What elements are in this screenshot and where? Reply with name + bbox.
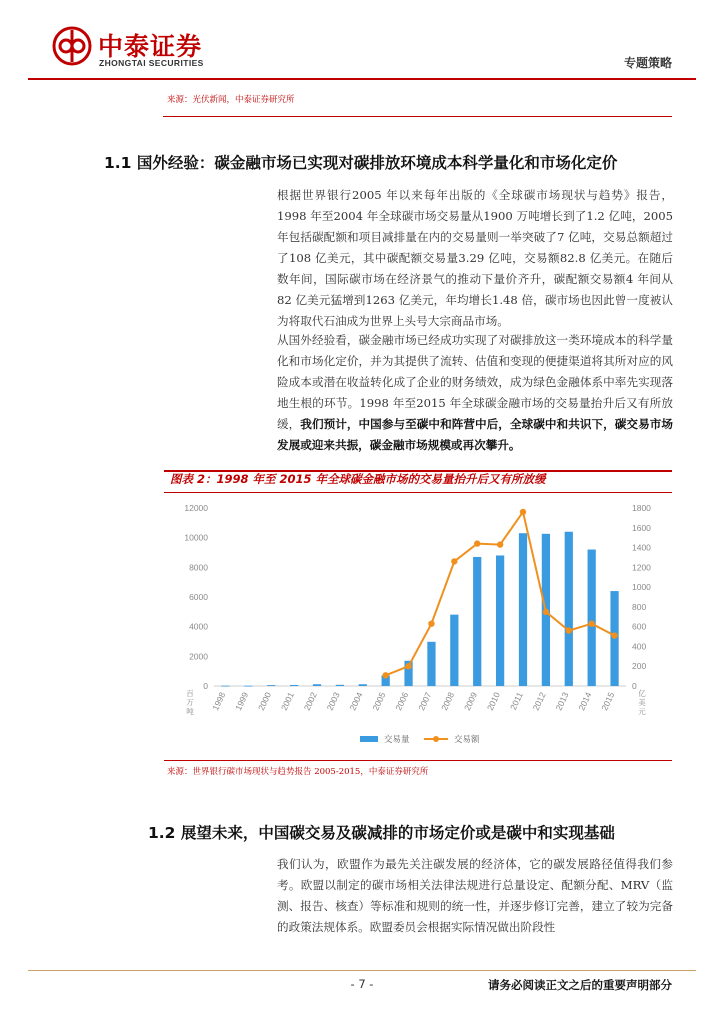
bar-2007 xyxy=(427,642,435,686)
legend-value-dot xyxy=(433,736,439,742)
legend-value-label: 交易额 xyxy=(454,735,480,745)
bar-2002 xyxy=(313,684,321,686)
x-tick-label: 2011 xyxy=(508,690,525,712)
paragraph-bold-forecast: 我们预计，中国参与至碳中和阵营中后，全球碳中和共识下，碳交易市场发展或迎来共振，碳金融市场规模或再次攀升。 xyxy=(277,417,673,452)
bar-1999 xyxy=(244,686,252,687)
trade-value-point-2009 xyxy=(474,540,480,546)
top-source-note: 来源：光伏新闻，中泰证券研究所 xyxy=(167,95,295,105)
figure-title-divider xyxy=(164,492,672,493)
y-right-unit-char: 美 xyxy=(638,698,646,707)
y-left-tick-label: 10000 xyxy=(184,532,208,543)
section-heading-1-1: 1.1 国外经验：碳金融市场已实现对碳排放环境成本科学量化和市场化定价 xyxy=(104,154,618,172)
x-tick-label: 2010 xyxy=(484,690,502,712)
x-tick-label: 1999 xyxy=(233,690,251,712)
bar-2014 xyxy=(588,550,596,686)
y-left-tick-label: 6000 xyxy=(189,592,208,602)
y-right-tick-label: 800 xyxy=(632,601,647,612)
bar-2003 xyxy=(336,685,344,686)
y-right-unit-char: 亿 xyxy=(638,689,646,698)
figure-source-note: 来源：世界银行碳市场现状与趋势报告 2005-2015，中泰证券研究所 xyxy=(167,767,429,777)
report-type-label: 专题策略 xyxy=(623,56,672,70)
zhongtai-logo-icon xyxy=(52,26,92,66)
legend-volume-swatch xyxy=(360,736,378,742)
legend-volume-label: 交易量 xyxy=(384,735,410,745)
footer-disclaimer: 请务必阅读正文之后的重要声明部分 xyxy=(488,978,672,992)
trade-value-point-2006 xyxy=(405,663,411,669)
x-tick-label: 2015 xyxy=(599,690,617,712)
trade-value-point-2005 xyxy=(382,672,388,678)
y-right-tick-label: 1600 xyxy=(632,522,651,533)
paragraph-plain-text: 从国外经验看，碳金融市场已经成功实现了对碳排放这一类环境成本的科学量化和市场化定价，并为其提供了流转、估值和变现的便捷渠道将其所对应的风险成本或潜在收益转化成了企业的财务绩效，成为绿色金融体系中率先实现落地生根的环节。1998 年至2015 年全球碳金融市场的交易量抬升后又有所放缓， xyxy=(277,333,673,431)
source-divider xyxy=(163,116,672,117)
brand-name-cn: 中泰证券 xyxy=(98,32,203,61)
trade-value-point-2011 xyxy=(520,509,526,515)
trade-value-point-2014 xyxy=(588,621,594,627)
y-right-tick-label: 200 xyxy=(632,661,647,672)
x-tick-label: 2008 xyxy=(439,690,457,712)
bar-2001 xyxy=(290,685,298,686)
trade-value-point-2013 xyxy=(566,627,572,633)
y-left-unit-char: 吨 xyxy=(186,707,194,716)
y-right-tick-label: 1800 xyxy=(632,503,651,513)
x-tick-label: 2005 xyxy=(370,690,388,712)
brand-name-en: ZHONGTAI SECURITIES xyxy=(99,58,204,68)
y-right-tick-label: 400 xyxy=(632,641,647,652)
bar-1998 xyxy=(221,686,229,687)
y-left-unit-char: 万 xyxy=(186,698,194,707)
x-tick-label: 2013 xyxy=(553,690,571,712)
y-left-tick-label: 12000 xyxy=(184,503,208,513)
bar-2008 xyxy=(450,615,458,686)
trading-volume-chart xyxy=(164,494,672,758)
bar-2013 xyxy=(565,532,573,686)
bar-2011 xyxy=(519,533,527,686)
trade-value-point-2008 xyxy=(451,558,457,564)
y-left-tick-label: 4000 xyxy=(189,621,208,632)
trade-value-point-2010 xyxy=(497,541,503,547)
y-left-tick-label: 8000 xyxy=(189,562,208,573)
paragraph-foreign-experience xyxy=(277,330,673,456)
y-right-tick-label: 1000 xyxy=(632,582,651,593)
x-tick-label: 2003 xyxy=(324,690,342,712)
trade-value-point-2015 xyxy=(611,632,617,638)
bar-2009 xyxy=(473,557,481,686)
y-right-tick-label: 1200 xyxy=(632,562,651,573)
x-tick-label: 2001 xyxy=(278,690,296,712)
x-tick-label: 2006 xyxy=(393,690,411,712)
trade-value-point-2007 xyxy=(428,621,434,627)
x-tick-label: 2009 xyxy=(461,690,480,712)
x-tick-label: 2004 xyxy=(347,690,365,712)
x-tick-label: 1998 xyxy=(210,690,228,712)
page-number: - 7 - xyxy=(350,977,374,991)
y-right-tick-label: 0 xyxy=(632,681,637,691)
paragraph-world-bank: 根据世界银行2005 年以来每年出版的《全球碳市场现状与趋势》报告，1998 年至2004 年全球碳市场交易量从1900 万吨增长到了1.2 亿吨，2005 年包括碳配额和项目减排量在内的交易量则一举突破了7 亿吨，交易总额超过了108 亿美元，其中碳配额交易量3.29 亿吨，交易额82.8 亿美元。在随后数年间，国际碳市场在经济景气的推动下量价齐升，碳配额交易额4 年间从82 亿美元猛增到1263 亿美元，年均增长1.48 倍，碳市场也因此曾一度被认为将取代石油成为世界上头号大宗商品市场。 xyxy=(277,188,673,328)
y-left-tick-label: 2000 xyxy=(189,651,208,662)
x-tick-label: 2000 xyxy=(255,690,274,712)
y-left-unit-char: 百 xyxy=(186,689,194,698)
y-right-unit-char: 元 xyxy=(638,707,646,716)
y-right-tick-label: 1400 xyxy=(632,542,651,553)
y-right-tick-label: 600 xyxy=(632,621,647,632)
x-tick-label: 2007 xyxy=(416,690,434,712)
figure-bottom-divider xyxy=(164,760,672,761)
x-tick-label: 2002 xyxy=(301,690,319,712)
footer-divider xyxy=(28,970,696,971)
bar-2000 xyxy=(267,685,275,686)
header-divider xyxy=(28,78,696,80)
figure-title: 图表 2：1998 年至 2015 年全球碳金融市场的交易量抬升后又有所放缓 xyxy=(170,472,546,486)
paragraph-eu-experience: 我们认为，欧盟作为最先关注碳发展的经济体，它的碳发展路径值得我们参考。欧盟以制定的碳市场相关法律法规进行总量设定、配额分配、MRV（监测、报告、核查）等标准和规则的统一性，并逐步修订完善，建立了较为完备的政策法规体系。欧盟委员会根据实际情况做出阶段性 xyxy=(277,857,673,934)
section-heading-1-2: 1.2 展望未来，中国碳交易及碳减排的市场定价或是碳中和实现基础 xyxy=(148,824,615,842)
bar-2010 xyxy=(496,555,504,686)
bar-2004 xyxy=(359,684,367,686)
x-tick-label: 2012 xyxy=(530,690,548,712)
x-tick-label: 2014 xyxy=(576,690,594,712)
y-left-tick-label: 0 xyxy=(203,681,208,691)
trade-value-point-2012 xyxy=(543,609,549,615)
